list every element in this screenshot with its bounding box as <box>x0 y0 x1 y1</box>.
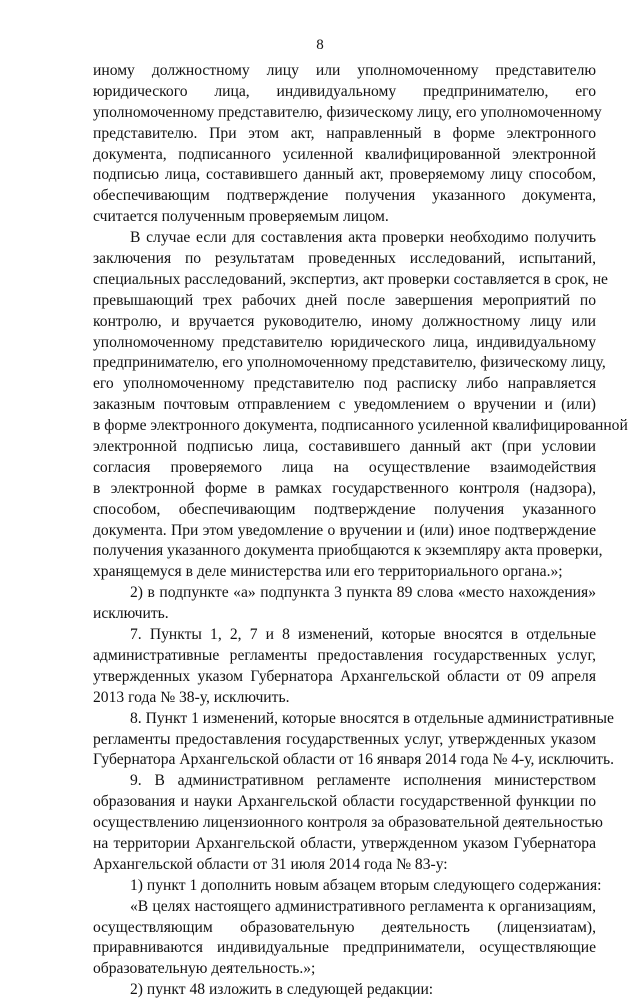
text-line: 2) в подпункте «а» подпункта 3 пункта 89 слова «место нахождения» <box>130 584 596 602</box>
text-line: 2013 года № 38-у, исключить. <box>93 688 290 706</box>
text-line: 2) пункт 48 изложить в следующей редакции: <box>130 981 434 999</box>
text-line: уполномоченному представителю юридического лица, индивидуальному <box>93 333 596 351</box>
text-line: В случае если для составления акта проверки необходимо получить <box>130 229 596 247</box>
text-line: образовательную деятельность.»; <box>93 960 316 978</box>
text-line: уполномоченному представителю, физическому лицу, его уполномоченному <box>93 103 602 121</box>
text-line: получения указанного документа приобщаются к экземпляру акта проверки, <box>93 542 603 560</box>
text-line: образования и науки Архангельской области государственной функции по <box>93 793 596 811</box>
text-line: 9. В административном регламенте исполнения министерством <box>130 772 596 790</box>
document-body <box>93 61 628 1001</box>
text-line: «В целях настоящего административного регламента к организациям, <box>130 897 596 915</box>
text-line: подписью лица, составившего данный акт, проверяемому лицу способом, <box>93 166 596 184</box>
text-line: превышающий трех рабочих дней после завершения мероприятий по <box>93 291 596 309</box>
text-line: в электронной форме в рамках государственного контроля (надзора), <box>93 479 596 497</box>
text-line: 1) пункт 1 дополнить новым абзацем вторым следующего содержания: <box>130 876 602 894</box>
text-line: административные регламенты предоставления государственных услуг, <box>93 646 596 664</box>
text-line: документа, подписанного усиленной квалифицированной электронной <box>93 145 596 163</box>
text-line: предпринимателю, его уполномоченному представителю, физическому лицу, <box>93 354 606 372</box>
text-line: утвержденных указом Губернатора Архангельской области от 09 апреля <box>93 667 596 685</box>
text-line: хранящемуся в деле министерства или его территориального органа.»; <box>93 563 563 581</box>
page-number: 8 <box>316 37 324 53</box>
text-line: его уполномоченному представителю под расписку либо направляется <box>93 375 596 393</box>
text-line: Архангельской области от 31 июля 2014 года № 83-у: <box>93 855 448 873</box>
text-line: 7. Пункты 1, 2, 7 и 8 изменений, которые вносятся в отдельные <box>130 626 596 644</box>
text-line: 8. Пункт 1 изменений, которые вносятся в отдельные административные <box>130 709 614 727</box>
text-line: считается полученным проверяемым лицом. <box>93 208 389 226</box>
text-line: исключить. <box>93 605 169 623</box>
text-line: согласия проверяемого лица на осуществление взаимодействия <box>93 458 596 476</box>
text-line: заключения по результатам проведенных исследований, испытаний, <box>93 250 596 268</box>
text-line: в форме электронного документа, подписанного усиленной квалифицированной <box>93 417 628 435</box>
text-line: документа. При этом уведомление о вручении и (или) иное подтверждение <box>93 521 596 539</box>
text-line: представителю. При этом акт, направленный в форме электронного <box>93 124 596 142</box>
text-line: осуществлению лицензионного контроля за образовательной деятельностью <box>93 814 603 832</box>
text-line: регламенты предоставления государственных услуг, утвержденных указом <box>93 730 596 748</box>
text-line: обеспечивающим подтверждение получения указанного документа, <box>93 187 596 205</box>
text-line: способом, обеспечивающим подтверждение получения указанного <box>93 500 596 518</box>
text-line: приравниваются индивидуальные предприниматели, осуществляющие <box>93 939 596 957</box>
text-line: заказным почтовым отправлением с уведомлением о вручении и (или) <box>93 396 596 414</box>
text-line: юридического лица, индивидуальному предпринимателю, его <box>93 82 596 100</box>
text-line: электронной подписью лица, составившего данный акт (при условии <box>93 438 596 456</box>
text-line: на территории Архангельской области, утвержденном указом Губернатора <box>93 834 596 852</box>
text-line: осуществляющим образовательную деятельность (лицензиатам), <box>93 918 596 936</box>
text-line: контролю, и вручается руководителю, иному должностному лицу или <box>93 312 596 330</box>
text-line: иному должностному лицу или уполномоченному представителю <box>93 62 596 79</box>
text-line: специальных расследований, экспертиз, акт проверки составляется в срок, не <box>93 270 608 288</box>
text-line: Губернатора Архангельской области от 16 января 2014 года № 4-у, исключить. <box>93 751 614 769</box>
